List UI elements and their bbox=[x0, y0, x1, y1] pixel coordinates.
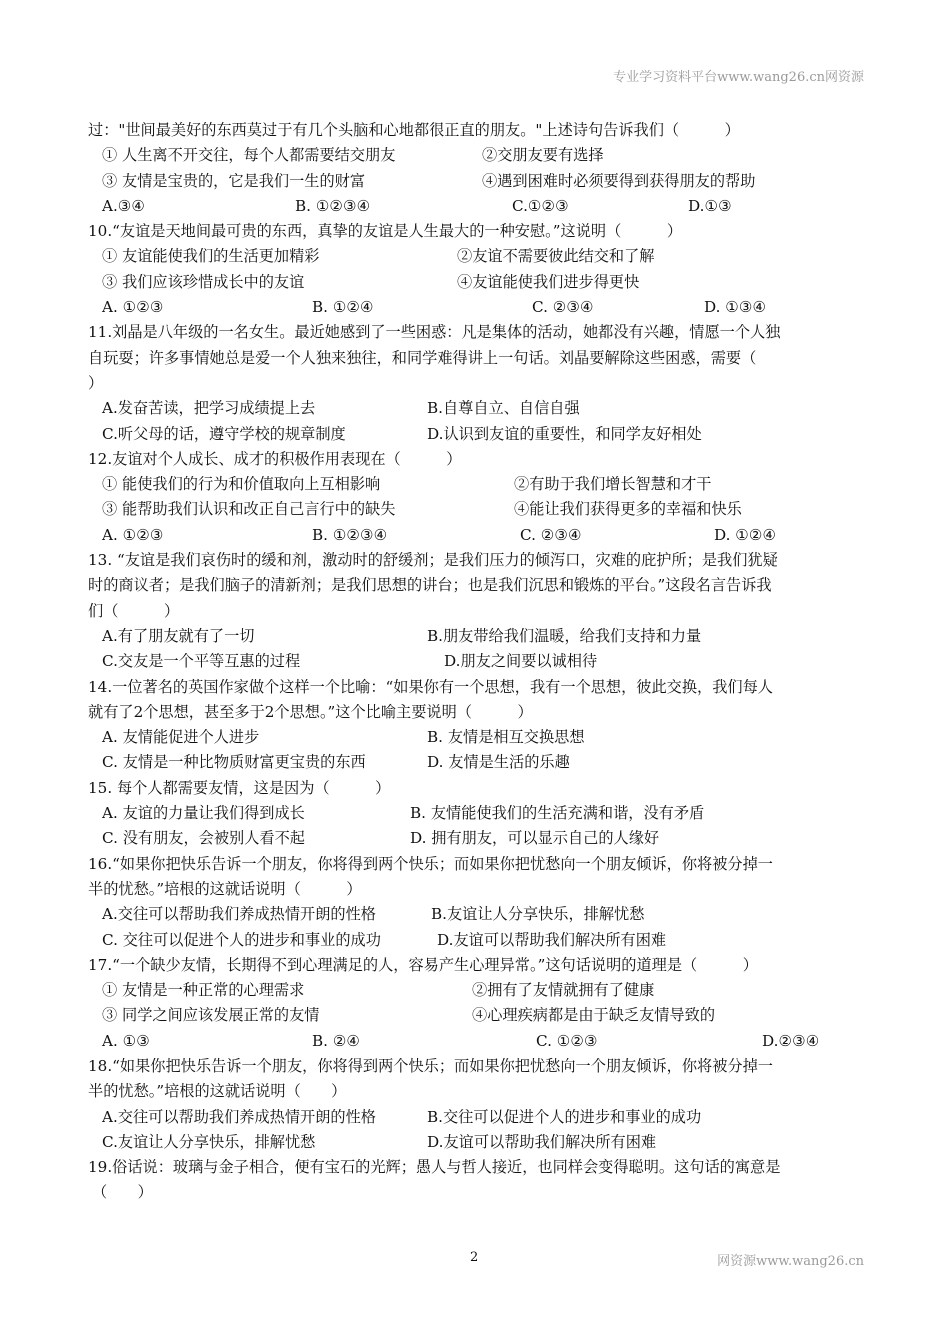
option-row bbox=[88, 649, 868, 674]
option-item: B. ②④ bbox=[312, 1031, 361, 1050]
question-list bbox=[88, 118, 868, 1206]
option-item: A.③④ bbox=[102, 196, 146, 215]
option-item: B.友谊让人分享快乐，排解忧愁 bbox=[431, 905, 645, 924]
option-item: C.①②③ bbox=[512, 196, 569, 215]
option-row bbox=[88, 801, 868, 826]
option-item: B. 友情能使我们的生活充满和谐，没有矛盾 bbox=[410, 804, 705, 823]
option-item: ④心理疾病都是由于缺乏友情导致的 bbox=[472, 1006, 715, 1025]
text-line: 自玩耍；许多事情她总是爱一个人独来独往，和同学难得讲上一句话。刘晶要解除这些困惑，需要（ bbox=[88, 348, 757, 367]
option-row bbox=[88, 1003, 868, 1028]
option-item: B.朋友带给我们温暖，给我们支持和力量 bbox=[427, 626, 702, 645]
option-item: C.交友是一个平等互惠的过程 bbox=[102, 652, 301, 671]
text-line: 17.“一个缺少友情，长期得不到心理满足的人，容易产生心理异常。”这句话说明的道理是（ ） bbox=[88, 955, 758, 974]
option-row bbox=[88, 472, 868, 497]
option-item: ③ 我们应该珍惜成长中的友谊 bbox=[102, 272, 305, 291]
option-item: A. 友情能促进个人进步 bbox=[102, 728, 260, 747]
text-line: 半的忧愁。”培根的这就话说明（ ） bbox=[88, 1082, 347, 1101]
option-row bbox=[88, 497, 868, 522]
option-item: A. ①③ bbox=[102, 1031, 150, 1050]
option-item: A.有了朋友就有了一切 bbox=[102, 626, 255, 645]
option-item: ③ 同学之间应该发展正常的友情 bbox=[102, 1006, 320, 1025]
option-row bbox=[88, 169, 868, 194]
option-row bbox=[88, 523, 868, 548]
text-line: 时的商议者；是我们脑子的清新剂；是我们思想的讲台；也是我们沉思和锻炼的平台。”这段名言告诉我 bbox=[88, 576, 772, 595]
text-line: 过："世间最美好的东西莫过于有几个头脑和心地都很正直的朋友。"上述诗句告诉我们（ ） bbox=[88, 121, 740, 139]
option-item: D. 友情是生活的乐趣 bbox=[427, 753, 570, 772]
option-item: ②拥有了友情就拥有了健康 bbox=[472, 981, 655, 1000]
text-line: 10.“友谊是天地间最可贵的东西，真挚的友谊是人生最大的一种安慰。”这说明（ ） bbox=[88, 222, 683, 241]
option-item: ① 友情是一种正常的心理需求 bbox=[102, 981, 305, 1000]
option-item: ④能让我们获得更多的幸福和快乐 bbox=[514, 500, 742, 519]
option-item: B. 友情是相互交换思想 bbox=[427, 728, 585, 747]
option-item: D.②③④ bbox=[762, 1031, 820, 1050]
option-row bbox=[88, 750, 868, 775]
option-item: A.交往可以帮助我们养成热情开朗的性格 bbox=[102, 905, 376, 924]
text-line: 半的忧愁。”培根的这就话说明（ ） bbox=[88, 879, 362, 898]
text-line: 11.刘晶是八年级的一名女生。最近她感到了一些困惑：凡是集体的活动，她都没有兴趣，情愿一个人独 bbox=[88, 323, 781, 342]
option-row bbox=[88, 295, 868, 320]
text-line: ） bbox=[88, 373, 104, 392]
option-row bbox=[88, 244, 868, 269]
option-row bbox=[88, 143, 868, 168]
option-item: C. ②③④ bbox=[532, 298, 594, 317]
option-item: C.听父母的话，遵守学校的规章制度 bbox=[102, 424, 346, 443]
option-row bbox=[88, 928, 868, 953]
text-line: 就有了2个思想，甚至多于2个思想。”这个比喻主要说明（ ） bbox=[88, 702, 533, 721]
option-item: ① 能使我们的行为和价值取向上互相影响 bbox=[102, 475, 381, 494]
option-item: B. ①②③④ bbox=[295, 196, 371, 215]
option-item: ③ 能帮助我们认识和改正自己言行中的缺失 bbox=[102, 500, 396, 519]
footer-watermark: 网资源www.wang26.cn bbox=[717, 1254, 864, 1269]
option-item: A.发奋苦读，把学习成绩提上去 bbox=[102, 399, 316, 418]
option-item: ②有助于我们增长智慧和才干 bbox=[514, 475, 712, 494]
option-item: ① 人生离不开交往，每个人都需要结交朋友 bbox=[102, 146, 396, 165]
option-item: ① 友谊能使我们的生活更加精彩 bbox=[102, 247, 320, 266]
option-row bbox=[88, 978, 868, 1003]
option-item: ④友谊能使我们进步得更快 bbox=[457, 272, 640, 291]
option-item: A. ①②③ bbox=[102, 525, 164, 544]
option-row bbox=[88, 624, 868, 649]
option-item: ②交朋友要有选择 bbox=[482, 146, 604, 165]
option-item: D.友谊可以帮助我们解决所有困难 bbox=[437, 930, 667, 949]
option-item: ②友谊不需要彼此结交和了解 bbox=[457, 247, 655, 266]
option-item: D. ①③④ bbox=[704, 298, 767, 317]
option-row bbox=[88, 902, 868, 927]
option-item: D.朋友之间要以诚相待 bbox=[444, 652, 598, 671]
option-item: A.交往可以帮助我们养成热情开朗的性格 bbox=[102, 1107, 376, 1126]
option-row bbox=[88, 1029, 868, 1054]
text-line: 16.“如果你把快乐告诉一个朋友，你将得到两个快乐；而如果你把忧愁向一个朋友倾诉，你将被分掉一 bbox=[88, 854, 773, 873]
option-item: B. ①②④ bbox=[312, 298, 374, 317]
option-row bbox=[88, 1105, 868, 1130]
option-row bbox=[88, 1130, 868, 1155]
option-item: D. ①②④ bbox=[714, 525, 777, 544]
option-row bbox=[88, 396, 868, 421]
option-item: C.友谊让人分享快乐，排解忧愁 bbox=[102, 1132, 316, 1151]
page-number: 2 bbox=[470, 1250, 479, 1265]
option-item: C. ①②③ bbox=[536, 1031, 598, 1050]
text-line: 们（ ） bbox=[88, 601, 180, 620]
option-row bbox=[88, 194, 868, 219]
option-item: C. 友情是一种比物质财富更宝贵的东西 bbox=[102, 753, 366, 772]
option-item: C. ②③④ bbox=[520, 525, 582, 544]
option-item: D.认识到友谊的重要性，和同学友好相处 bbox=[427, 424, 702, 443]
header-watermark: 专业学习资料平台www.wang26.cn网资源 bbox=[613, 70, 864, 85]
option-item: A. ①②③ bbox=[102, 298, 164, 317]
option-row bbox=[88, 270, 868, 295]
option-item: D.友谊可以帮助我们解决所有困难 bbox=[427, 1132, 657, 1151]
text-line: 18.“如果你把快乐告诉一个朋友，你将得到两个快乐；而如果你把忧愁向一个朋友倾诉，你将被分掉一 bbox=[88, 1056, 773, 1075]
text-line: （ ） bbox=[92, 1183, 153, 1202]
text-line: 13. “友谊是我们哀伤时的缓和剂，激动时的舒缓剂；是我们压力的倾泻口，灾难的庇护所；是我们犹疑 bbox=[88, 551, 778, 570]
text-line: 12.友谊对个人成长、成才的积极作用表现在（ ） bbox=[88, 449, 462, 468]
option-item: B.交往可以促进个人的进步和事业的成功 bbox=[427, 1107, 702, 1126]
option-item: B.自尊自立、自信自强 bbox=[427, 399, 580, 418]
text-line: 15. 每个人都需要友情，这是因为（ ） bbox=[88, 778, 391, 797]
option-row bbox=[88, 725, 868, 750]
text-line: 14.一位著名的英国作家做个这样一个比喻：“如果你有一个思想，我有一个思想，彼此交换，我们每人 bbox=[88, 677, 773, 696]
option-item: D. 拥有朋友，可以显示自己的人缘好 bbox=[410, 829, 660, 848]
text-line: 19.俗话说：玻璃与金子相合，便有宝石的光辉；愚人与哲人接近，也同样会变得聪明。这句话的寓意是 bbox=[88, 1158, 781, 1177]
option-item: ④遇到困难时必须要得到获得朋友的帮助 bbox=[482, 171, 756, 190]
option-row bbox=[88, 422, 868, 447]
option-item: B. ①②③④ bbox=[312, 525, 388, 544]
option-item: A. 友谊的力量让我们得到成长 bbox=[102, 804, 305, 823]
option-item: ③ 友情是宝贵的，它是我们一生的财富 bbox=[102, 171, 366, 190]
option-item: D.①③ bbox=[688, 196, 732, 215]
option-row bbox=[88, 826, 868, 851]
option-item: C. 交往可以促进个人的进步和事业的成功 bbox=[102, 930, 381, 949]
option-item: C. 没有朋友，会被别人看不起 bbox=[102, 829, 305, 848]
